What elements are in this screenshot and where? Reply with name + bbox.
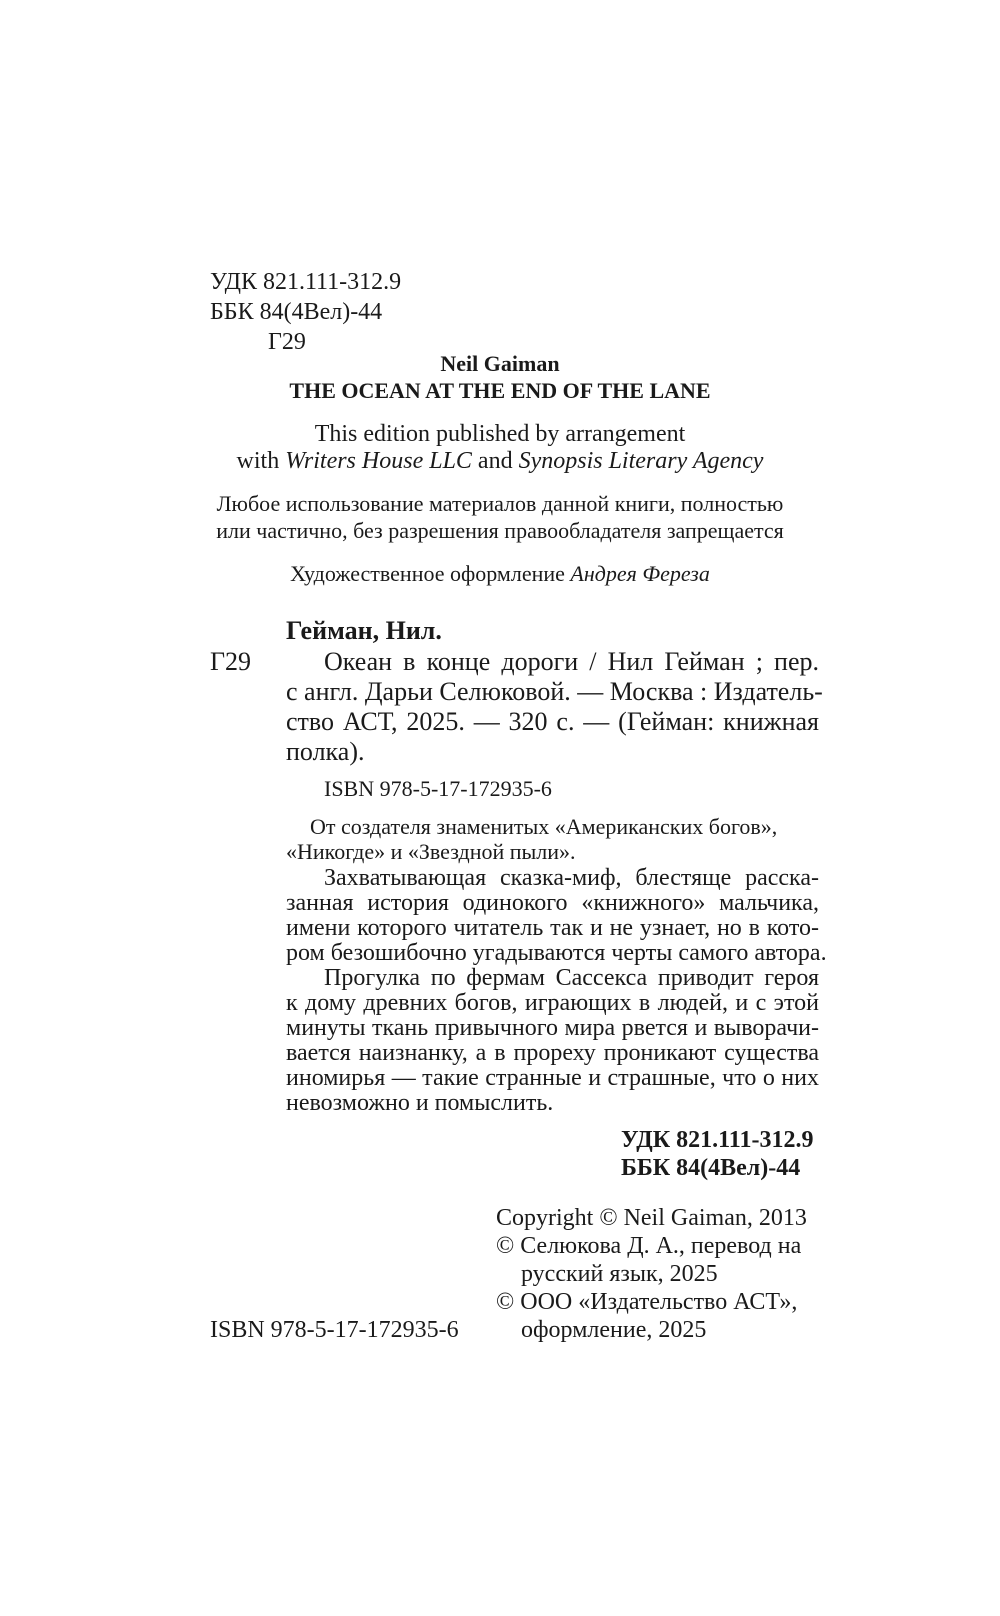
original-author: Neil Gaiman — [440, 351, 560, 376]
agency-writers-house: Writers House LLC — [285, 448, 472, 474]
record-heading: Гейман, Нил. — [286, 616, 442, 645]
arrangement-with: with — [236, 448, 280, 474]
annotation-line: занная история одинокого «книжного» мальчика, — [286, 890, 819, 916]
annotation-line: минуты ткань привычного мира рвется и выворачи- — [286, 1015, 819, 1041]
copyright-line: Copyright © Neil Gaiman, 2013 — [496, 1205, 807, 1231]
rights-line-2: или частично, без разрешения правообладателя запрещается — [216, 518, 784, 543]
annotation-line: От создателя знаменитых «Американских богов», — [310, 814, 778, 839]
annotation-line: к дому древних богов, играющих в людей, и с этой — [286, 990, 819, 1016]
author-mark-top: Г29 — [268, 329, 306, 355]
copyright-line: русский язык, 2025 — [521, 1261, 718, 1287]
isbn-bottom: ISBN 978-5-17-172935-6 — [210, 1317, 459, 1343]
annotation-line: ром безошибочно угадываются черты самого автора. — [286, 940, 827, 966]
copyright-line: © Селюкова Д. А., перевод на — [496, 1233, 802, 1259]
record-mark: Г29 — [210, 647, 252, 676]
original-title: THE OCEAN AT THE END OF THE LANE — [289, 378, 711, 403]
record-desc-line: Океан в конце дороги / Нил Гейман ; пер. — [324, 647, 819, 676]
design-credit — [0, 560, 1000, 588]
agency-synopsis: Synopsis Literary Agency — [518, 448, 764, 474]
bbk-code-top: ББК 84(4Вел)-44 — [210, 299, 383, 325]
arrangement-line-2 — [0, 447, 1000, 475]
arrangement-and: and — [477, 448, 513, 474]
design-label: Художественное оформление — [290, 561, 565, 586]
record-desc-line: полка). — [286, 737, 365, 766]
annotation-line: Захватывающая сказка-миф, блестяще расска- — [324, 865, 819, 891]
udk-code-top: УДК 821.111-312.9 — [210, 269, 402, 295]
annotation-line: вается наизнанку, а в прореху проникают существа — [286, 1040, 819, 1066]
bbk-code-bottom: ББК 84(4Вел)-44 — [621, 1155, 801, 1181]
arrangement-line-1: This edition published by arrangement — [314, 421, 686, 447]
rights-line-1: Любое использование материалов данной книги, полностью — [216, 491, 784, 516]
annotation-line: имени которого читатель так и не узнает, но в кото- — [286, 915, 819, 941]
copyright-line: © ООО «Издательство АСТ», — [496, 1289, 798, 1315]
annotation-line: «Никогде» и «Звездной пыли». — [286, 839, 576, 864]
record-desc-line: ство АСТ, 2025. — 320 с. — (Гейман: книжная — [286, 707, 819, 736]
annotation-line: невозможно и помыслить. — [286, 1090, 554, 1116]
record-desc-line: с англ. Дарьи Селюковой. — Москва : Издатель- — [286, 677, 823, 706]
udk-code-bottom: УДК 821.111-312.9 — [621, 1127, 814, 1153]
copyright-line: оформление, 2025 — [521, 1317, 707, 1343]
annotation-line: Прогулка по фермам Сассекса приводит героя — [324, 965, 819, 991]
record-isbn: ISBN 978-5-17-172935-6 — [324, 776, 552, 801]
design-artist: Андрея Фереза — [570, 561, 710, 586]
annotation-line: иномирья — такие странные и страшные, что о них — [286, 1065, 819, 1091]
